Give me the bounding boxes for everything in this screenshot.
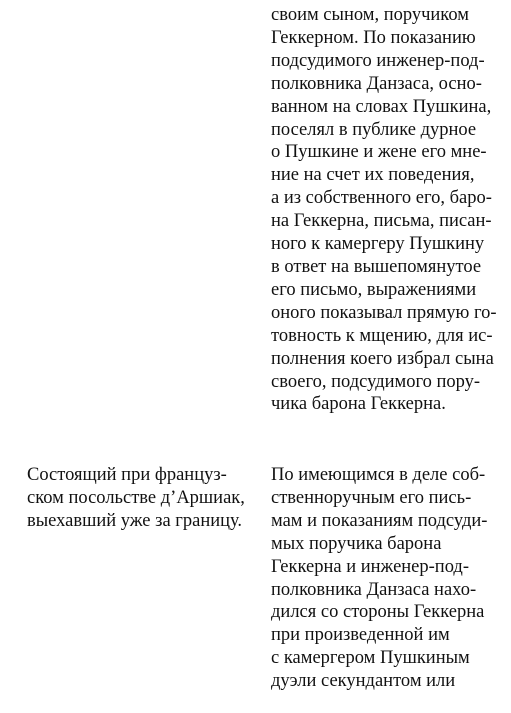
text-line: выехавший уже за границу. xyxy=(27,510,243,531)
text-column-right-top xyxy=(271,4,497,416)
text-line: поселял в публике дурное xyxy=(271,119,477,140)
text-line: дуэли секундантом или xyxy=(271,671,456,692)
text-line: Состоящий при француз- xyxy=(27,465,227,485)
text-line: дился со стороны Геккерна xyxy=(271,602,485,623)
text-line: полнения коего избрал сына xyxy=(271,348,494,369)
text-line: ние на счет их поведения, xyxy=(271,165,475,186)
text-line: Геккерна и инженер-под- xyxy=(271,556,469,577)
text-line: с камергером Пушкиным xyxy=(271,648,470,669)
text-line: ванном на словах Пушкина, xyxy=(271,96,492,117)
text-line: мам и показаниям подсуди- xyxy=(271,510,488,531)
text-line: а из собственного его, баро- xyxy=(271,188,492,209)
text-line: своим сыном, поручиком xyxy=(271,5,469,25)
text-line: полковника Данзаса нахо- xyxy=(271,579,477,600)
text-column-left-bottom xyxy=(27,464,245,533)
text-line: По имеющимся в деле соб- xyxy=(271,465,486,485)
text-line: товность к мщению, для ис- xyxy=(271,325,493,346)
text-line: чика барона Геккерна. xyxy=(271,394,446,415)
text-line: ного к камергеру Пушкину xyxy=(271,234,485,255)
text-column-right-bottom xyxy=(271,464,487,693)
text-line: подсудимого инженер-под- xyxy=(271,50,485,71)
text-line: его письмо, выражениями xyxy=(271,279,477,300)
text-line: мых поручика барона xyxy=(271,533,442,554)
text-line: на Геккерна, письма, писан- xyxy=(271,211,492,232)
text-line: Геккерном. По показанию xyxy=(271,27,476,48)
text-line: при произведенной им xyxy=(271,625,450,646)
text-line: о Пушкине и жене его мне- xyxy=(271,142,487,163)
text-line: своего, подсудимого пору- xyxy=(271,371,481,392)
text-line: в ответ на вышепомянутое xyxy=(271,256,482,277)
text-line: полковника Данзаса, осно- xyxy=(271,73,482,94)
text-line: ском посольстве д’Аршиак, xyxy=(27,487,245,508)
text-line: оного показывал прямую го- xyxy=(271,302,497,323)
text-line: ственноручным его пись- xyxy=(271,487,472,508)
